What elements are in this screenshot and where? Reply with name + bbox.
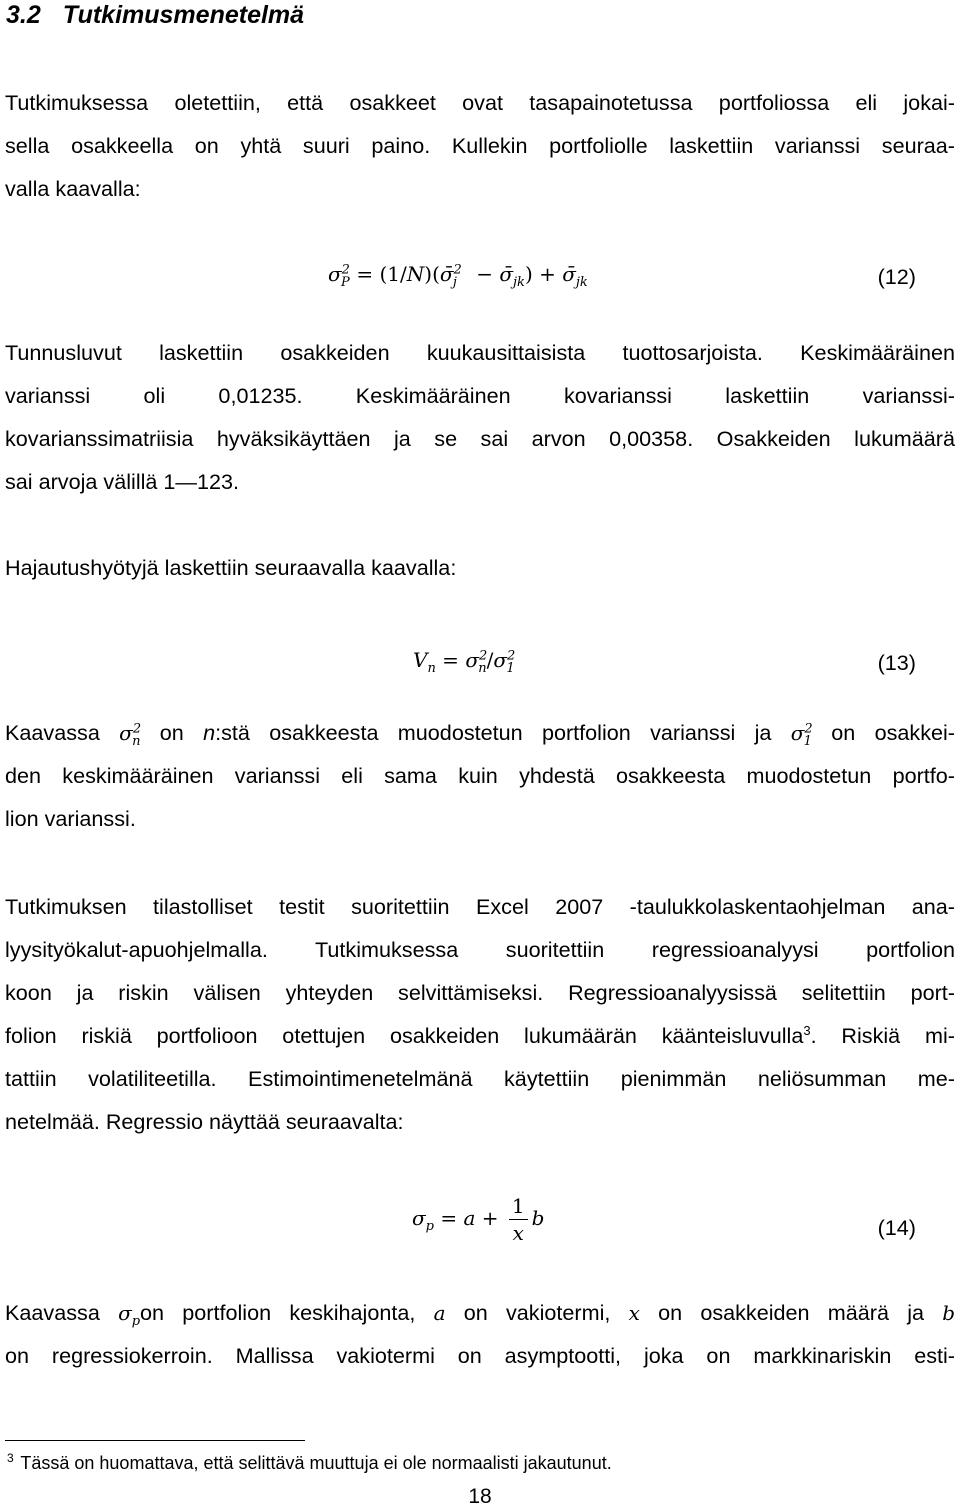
paragraph-formula-explanation [5, 711, 955, 840]
text-line: lion varianssi. [5, 806, 136, 831]
page-number: 18 [468, 1485, 492, 1508]
equation-14: $\sigma_p = a$ + $\frac{1}{x}$ b [412, 1194, 545, 1245]
sigma-p: $\sigma_p$ [118, 1301, 141, 1329]
text-run: on [159, 720, 184, 745]
footnote-reference: 3 [803, 1022, 811, 1038]
paragraph-regression-explanation [5, 1291, 955, 1377]
section-number: 3.2 [6, 1, 41, 29]
section-heading [6, 0, 304, 30]
sigma-1-squared: $\sigma^2_1$ [790, 721, 813, 749]
section-title: Tutkimusmenetelmä [62, 1, 305, 29]
equation-number: (13) [877, 650, 916, 675]
text-run: on osakkeiden määrä ja [658, 1300, 925, 1325]
text-line [5, 1291, 955, 1334]
text-line: sella osakkeella on yhtä suuri paino. Kullekin portfoliolle laskettiin varianssi seuraa- [5, 133, 955, 158]
footnote-separator [5, 1440, 305, 1441]
paragraph-diversification [5, 546, 955, 589]
equation-number: (12) [877, 264, 916, 289]
text-run: Kaavassa [5, 1300, 100, 1325]
text-run: on portfolion keskihajonta, [140, 1300, 416, 1325]
footnote-marker: 3 [7, 1451, 14, 1465]
symbol-a: a [433, 1301, 446, 1325]
paragraph-intro [5, 81, 955, 210]
text-line: Hajautushyötyjä laskettiin seuraavalla kaavalla: [5, 555, 457, 580]
text-run: folion riskiä portfolioon otettujen osakkeiden lukumäärän käänteisluvulla [5, 1023, 804, 1048]
equation-12: $\sigma^2_P$ = (1/N)(σ̄$^2_j$ − $\sigmā_{jk}$) + $\sigmā_{jk}$ [328, 262, 588, 290]
text-run: . Riskiä mi- [810, 1023, 955, 1048]
paragraph-methods [5, 885, 955, 1143]
footnote-text: Tässä on huomattava, että selittävä muuttuja ei ole normaalisti jakautunut. [20, 1453, 612, 1473]
text-line: tattiin volatiliteetilla. Estimointimenetelmänä käytettiin pienimmän neliösumman me- [5, 1066, 955, 1091]
sigma-n-squared: $\sigma^2_n$ [119, 721, 142, 749]
footnote [7, 1447, 612, 1474]
equation-number: (14) [877, 1215, 916, 1240]
text-run: on osakkei- [831, 720, 955, 745]
text-line: den keskimääräinen varianssi eli sama kuin yhdestä osakkeesta muodostetun portfo- [5, 763, 955, 788]
paragraph-statistics [5, 331, 955, 503]
symbol-x: x [628, 1301, 640, 1325]
text-run: :stä osakkeesta muodostetun portfolion varianssi ja [215, 720, 772, 745]
text-line: valla kaavalla: [5, 176, 141, 201]
fraction: $\frac{1}{x}$ [509, 1193, 528, 1246]
equation-13: $V_n = \sigma^2_n/\sigma^2_1$ [413, 648, 516, 676]
text-line: Tutkimuksessa oletettiin, että osakkeet ovat tasapainotetussa portfoliossa eli jokai- [5, 90, 955, 115]
text-line: lyysityökalut-apuohjelmalla. Tutkimuksessa suoritettiin regressioanalyysi portfolion [5, 937, 955, 962]
symbol-b: b [942, 1301, 955, 1325]
text-line: Tunnusluvut laskettiin osakkeiden kuukausittaisista tuottosarjoista. Keskimääräinen [5, 340, 955, 365]
text-line: kovarianssimatriisia hyväksikäyttäen ja se sai arvon 0,00358. Osakkeiden lukumäärä [5, 426, 955, 451]
text-line: Tutkimuksen tilastolliset testit suoritettiin Excel 2007 -taulukkolaskentaohjelman ana- [5, 894, 955, 919]
text-line [5, 711, 955, 754]
text-run: Kaavassa [5, 720, 100, 745]
text-line: netelmää. Regressio näyttää seuraavalta: [5, 1109, 404, 1134]
text-line: sai arvoja välillä 1—123. [5, 469, 240, 494]
text-run: n [203, 720, 216, 745]
text-line [5, 1014, 955, 1057]
text-line: koon ja riskin välisen yhteyden selvittämiseksi. Regressioanalyysissä selitettiin port- [5, 980, 955, 1005]
text-line: on regressiokerroin. Mallissa vakiotermi on asymptootti, joka on markkinariskin esti- [5, 1343, 955, 1368]
text-line: varianssi oli 0,01235. Keskimääräinen kovarianssi laskettiin varianssi- [5, 383, 955, 408]
text-run: on vakiotermi, [463, 1300, 611, 1325]
